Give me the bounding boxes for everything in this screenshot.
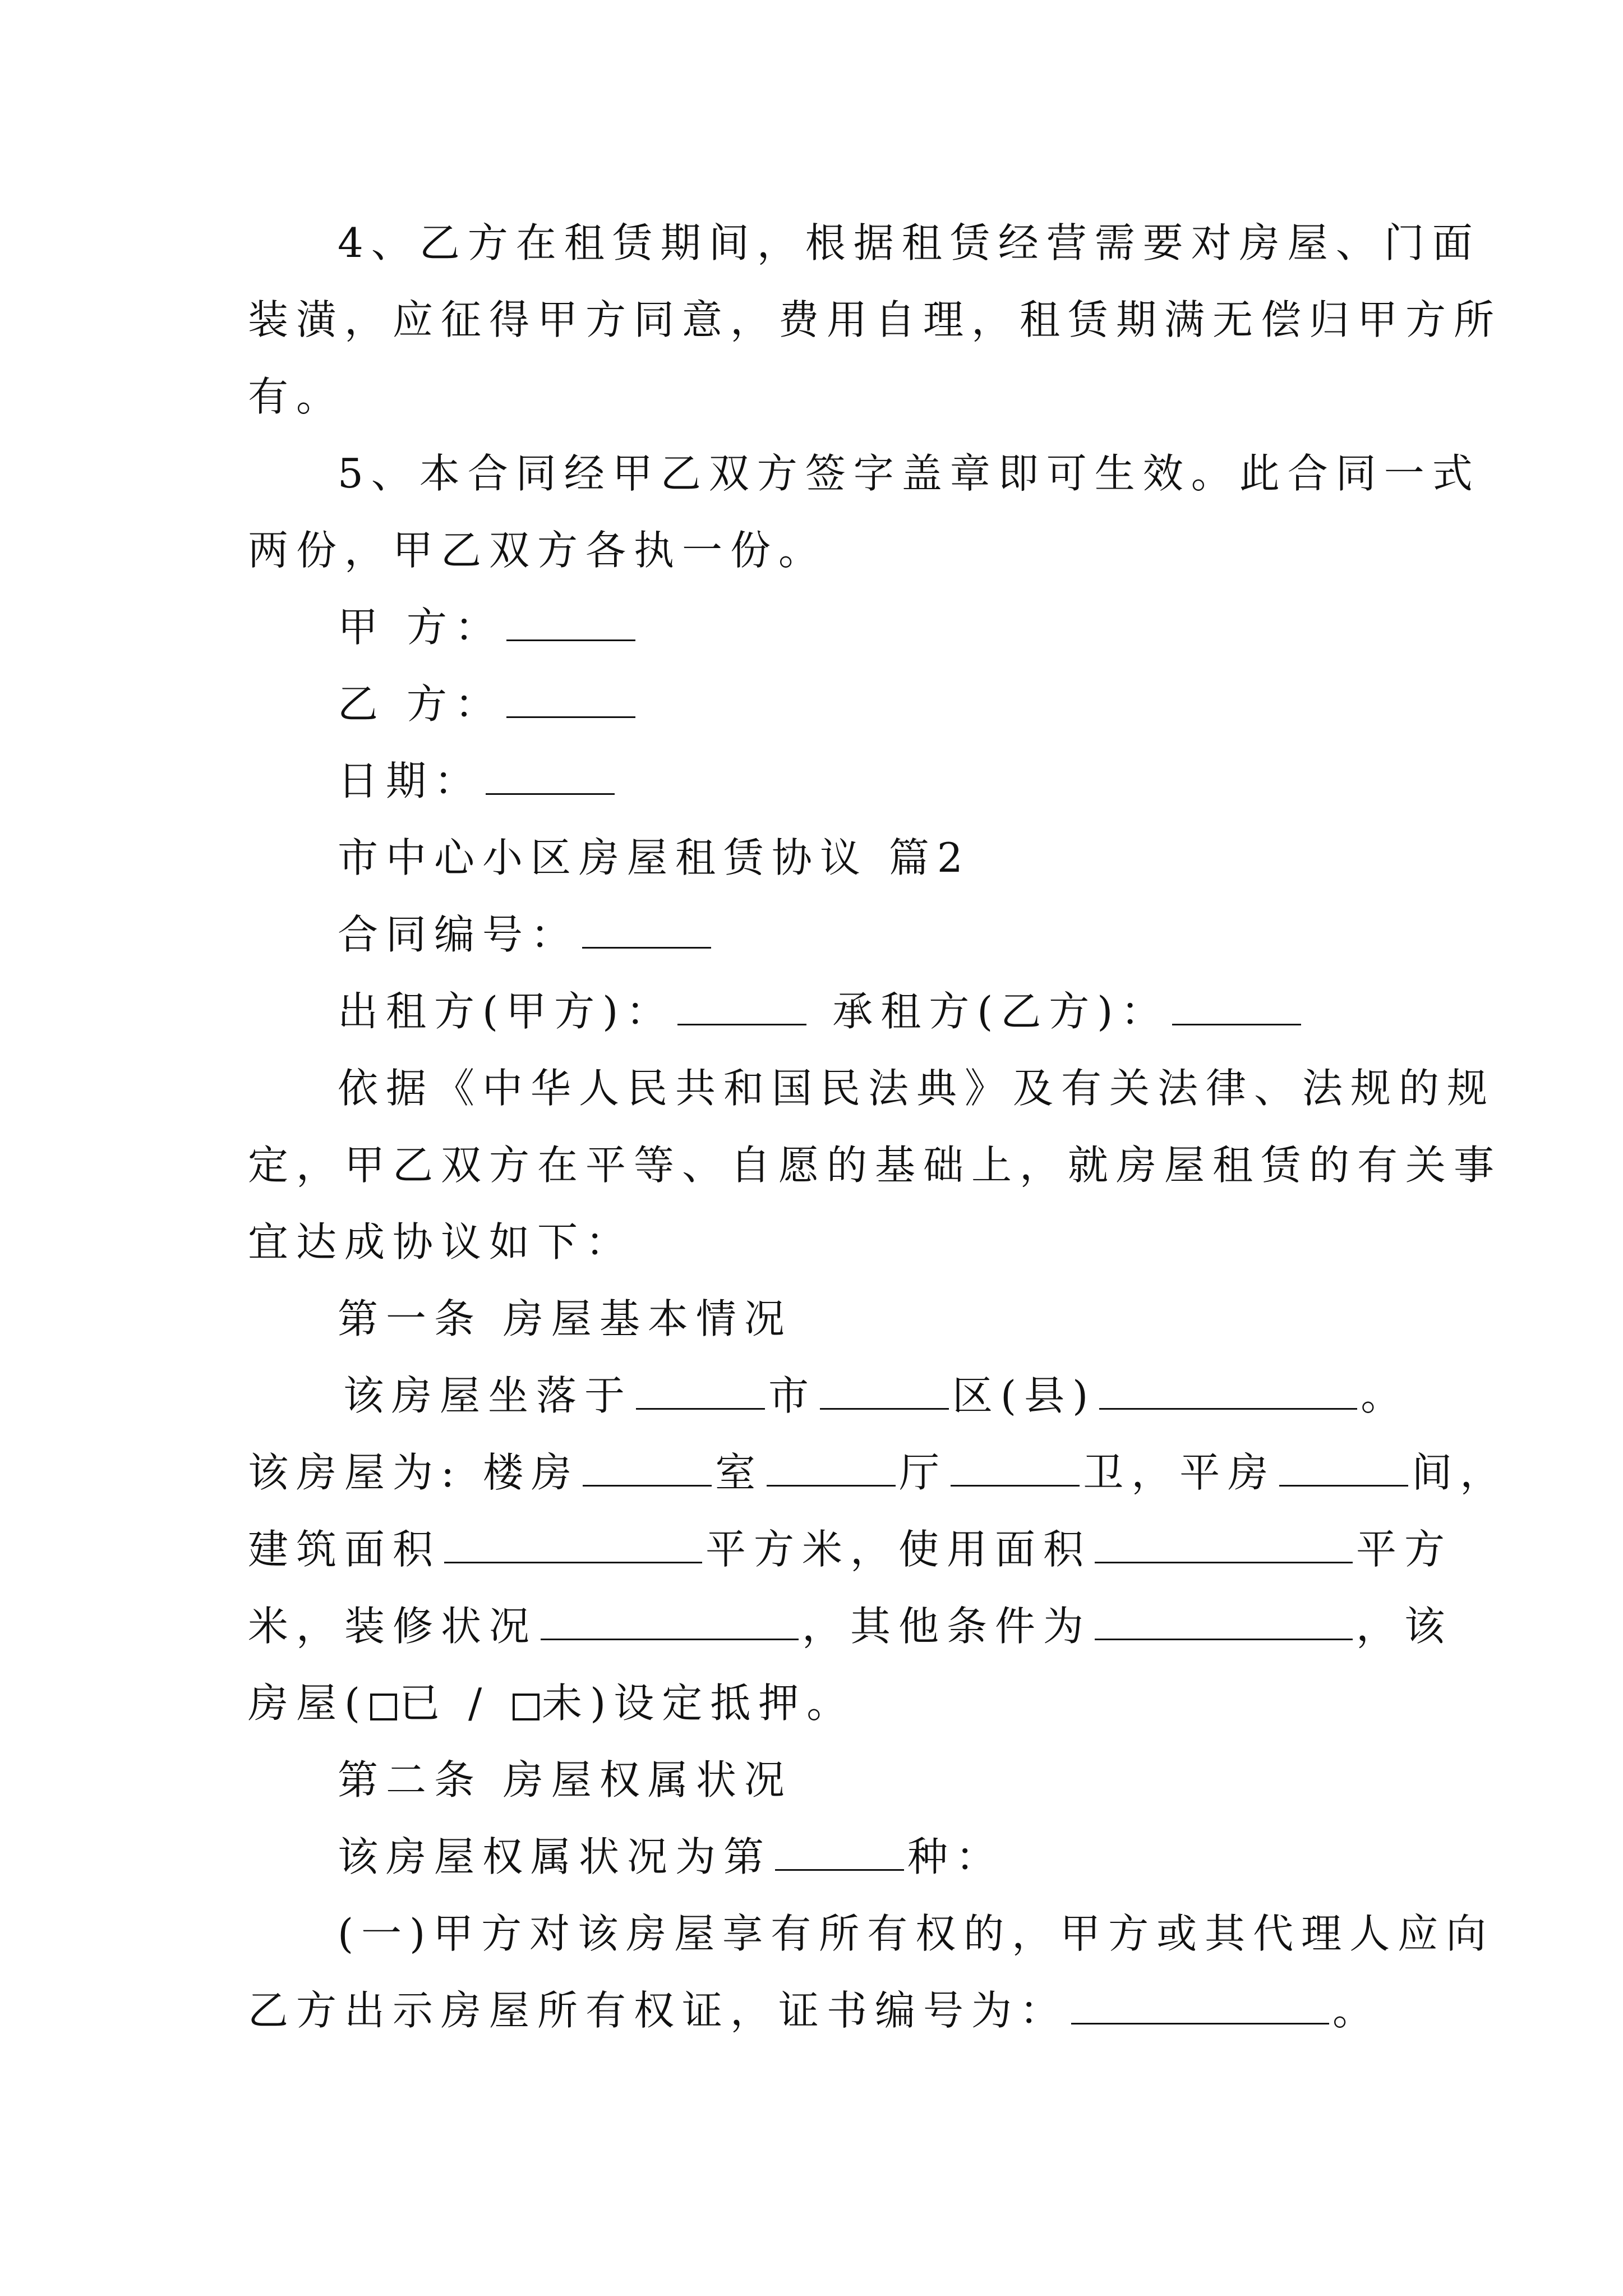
parties-line <box>248 973 1392 1050</box>
contract-number-line <box>248 896 1392 973</box>
article-2-line-1 <box>248 1819 1392 1895</box>
baths-label: 卫，平房 <box>1083 1449 1276 1496</box>
period-mark-2: 。 <box>1332 1987 1381 2034</box>
bungalow-rooms-blank[interactable] <box>1279 1452 1408 1487</box>
lessor-blank[interactable] <box>677 991 806 1025</box>
article-1-line-2 <box>248 1434 1509 1511</box>
clause-4-line-3: 有。 <box>248 373 345 420</box>
bungalow-rooms-label: 间， <box>1412 1449 1509 1496</box>
mortgaged-checkbox[interactable] <box>370 1694 397 1720</box>
floor-area-label: 建筑面积 <box>248 1526 441 1573</box>
not-mortgaged-label: 未)设定抵押。 <box>542 1680 855 1727</box>
clause-5-line-2: 两份，甲乙双方各执一份。 <box>248 527 827 574</box>
party-b-signature-line <box>248 666 1392 743</box>
preamble-line-1: 依据《中华人民共和国民法典》及有关法律、法规的规 <box>338 1065 1496 1112</box>
lessee-blank[interactable] <box>1172 991 1301 1025</box>
article-1-line-1 <box>248 1358 1409 1434</box>
preamble-line-2: 定，甲乙双方在平等、自愿的基础上，就房屋租赁的有关事 <box>248 1142 1502 1189</box>
ownership-type-blank[interactable] <box>775 1837 904 1871</box>
address-blank[interactable] <box>1099 1375 1357 1410</box>
mortgage-prefix: 房屋( <box>248 1680 368 1727</box>
party-a-blank[interactable] <box>506 607 635 641</box>
lessee-label: 承租方(乙方)： <box>832 988 1169 1035</box>
clause-4-line-1: 4、乙方在租赁期间，根据租赁经营需要对房屋、门面 <box>338 219 1481 266</box>
clause-4-line-2: 装潢，应征得甲方同意，费用自理，租赁期满无偿归甲方所 <box>248 296 1502 343</box>
building-type-label: 该房屋为: 楼房 <box>248 1449 580 1496</box>
rooms-blank[interactable] <box>583 1452 712 1487</box>
certificate-number-blank[interactable] <box>1071 1990 1329 2024</box>
floor-area-blank[interactable] <box>444 1529 702 1563</box>
contract-number-label: 合同编号： <box>338 911 579 958</box>
not-mortgaged-checkbox[interactable] <box>513 1694 540 1720</box>
lessor-label: 出租方(甲方)： <box>338 988 675 1035</box>
usable-area-label: 平方米，使用面积 <box>706 1526 1092 1573</box>
article-2-title: 第二条 房屋权属状况 <box>338 1756 792 1803</box>
rooms-label: 室 <box>715 1449 764 1496</box>
location-label: 该房屋坐落于 <box>343 1372 633 1419</box>
district-blank[interactable] <box>820 1375 949 1410</box>
ownership-type-label: 该房屋权属状况为第 <box>338 1833 772 1880</box>
section-title: 市中心小区房屋租赁协议 篇2 <box>338 834 971 881</box>
halls-blank[interactable] <box>767 1452 896 1487</box>
city-blank[interactable] <box>636 1375 765 1410</box>
preamble-line-3: 宜达成协议如下： <box>248 1218 634 1266</box>
halls-label: 厅 <box>899 1449 948 1496</box>
usable-area-blank[interactable] <box>1095 1529 1353 1563</box>
party-a-label: 甲 方： <box>338 604 503 651</box>
article-1-line-5 <box>248 1665 1392 1742</box>
other-conditions-label: ，其他条件为 <box>802 1603 1092 1650</box>
article-1-line-3 <box>248 1511 1453 1588</box>
line-end-text: ，该 <box>1356 1603 1453 1650</box>
sqm-label: 平方 <box>1356 1526 1453 1573</box>
party-a-signature-line <box>248 589 1392 666</box>
article-2-line-2: (一)甲方对该房屋享有所有权的，甲方或其代理人应向 <box>338 1910 1495 1957</box>
ownership-type-suffix: 种： <box>907 1833 1004 1880</box>
district-label: 区(县) <box>952 1372 1096 1419</box>
decoration-label: 米，装修状况 <box>248 1603 538 1650</box>
party-b-label: 乙 方： <box>338 680 503 728</box>
article-1-line-4 <box>248 1588 1453 1665</box>
article-2-line-3 <box>248 1972 1392 2049</box>
document-body <box>248 205 1509 2049</box>
party-b-blank[interactable] <box>506 684 635 718</box>
date-blank[interactable] <box>486 761 615 795</box>
decoration-blank[interactable] <box>541 1606 799 1640</box>
other-conditions-blank[interactable] <box>1095 1606 1353 1640</box>
certificate-label: 乙方出示房屋所有权证，证书编号为： <box>248 1987 1068 2034</box>
article-1-title: 第一条 房屋基本情况 <box>338 1295 792 1342</box>
clause-5-line-1: 5、本合同经甲乙双方签字盖章即可生效。此合同一式 <box>338 450 1481 497</box>
city-label: 市 <box>768 1372 817 1419</box>
period-mark: 。 <box>1361 1372 1409 1419</box>
baths-blank[interactable] <box>951 1452 1080 1487</box>
mortgaged-label: 已 / <box>399 1680 511 1727</box>
date-line <box>248 743 1392 820</box>
contract-number-blank[interactable] <box>582 914 711 949</box>
date-label: 日期： <box>338 757 483 804</box>
